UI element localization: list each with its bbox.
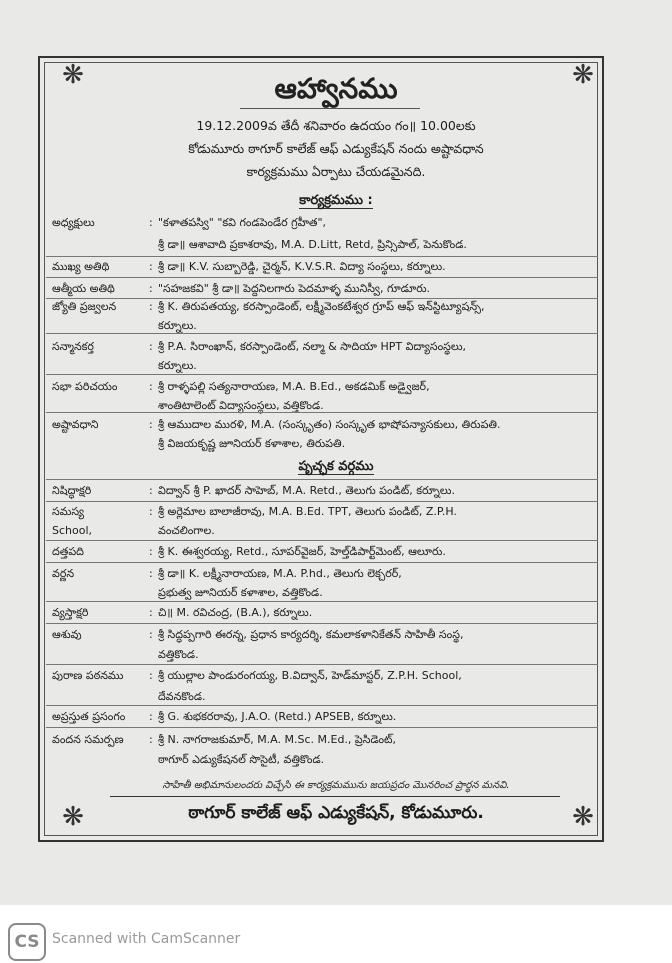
divider <box>46 727 598 728</box>
row-value: శ్రీ ఆముదాల మురళి, M.A. (సంస్కృతం) సంస్కృత భాషోపన్యాసకులు, తిరుపతి. <box>158 418 501 431</box>
intro-line: కార్యక్రమము ఏర్పాటు చేయడమైనది. <box>246 164 426 179</box>
row-label: వందన సమర్పణ <box>52 733 124 746</box>
row-label: జ్యోతి ప్రజ్వలన <box>52 300 117 313</box>
divider <box>46 562 598 563</box>
row-value: శ్రీ యుల్లాల పాండురంగయ్య, B.విద్వాన్, హెడ్‌మాస్టర్, Z.P.H. School, <box>158 669 462 682</box>
scanner-watermark <box>0 905 672 963</box>
invitation-title: ఆహ్వానము <box>274 72 398 105</box>
row-value: శ్రీ అర్లెమాల బాలాజీరావు, M.A. B.Ed. TPT, తెలుగు పండిట్, Z.P.H. <box>158 505 457 518</box>
divider <box>46 501 598 502</box>
row-value: శ్రీ రాళ్ళపల్లి సత్యనారాయణ, M.A. B.Ed., అకడమిక్ అడ్వైజర్, <box>158 380 430 393</box>
row-value: "సహజకవి" శ్రీ డా॥ పెద్దనిలగారు పెదమాళ్ళ మునిస్వీ, గూడూరు. <box>158 282 431 295</box>
row-label: అధ్యక్షులు <box>52 216 95 229</box>
row-label: సన్మానకర్త <box>52 340 94 353</box>
divider <box>46 664 598 665</box>
college-name: ఠాగూర్ కాలేజ్ ఆఫ్ ఎడ్యుకేషన్, కోడుమూరు. <box>188 803 484 823</box>
camscanner-logo-icon: CS <box>8 923 46 961</box>
scanned-with-text: Scanned with CamScanner <box>52 931 241 947</box>
ornament-icon: ❋ <box>572 802 594 832</box>
footer-note: సాహితీ అభిమానులందరు విచ్చేసి ఈ కార్యక్రమమును జయప్రదం మొనరించ ప్రార్థన మనవి. <box>162 780 510 791</box>
ornament-icon: ❋ <box>572 60 594 90</box>
row-value: శ్రీ డా॥ K.V. సుబ్బారెడ్డి, చైర్మన్, K.V.S.R. విద్యా సంస్థలు, కర్నూలు. <box>158 260 446 273</box>
footer-divider <box>110 796 560 797</box>
row-label: సభా పరిచయం <box>52 380 118 393</box>
row-value-cont: దేవనకొండ. <box>158 690 206 703</box>
scanned-paper: ❋ ❋ ❋ ❋ ఆహ్వానము 19.12.2009వ తేదీ శనివారం ఉదయం గం॥ 10.00లకు కోడుమూరు ఠాగూర్ కాలేజ్ ఆఫ్ ఎడ్యుకేషన్ నందు అష్టావధాన కార్యక్రమము ఏర్పాటు చేయడమైనది. కార్యక్రమము : అధ్యక్షులు : "కళాతపస్వి" "కవి గండపెండేర గ్రహీత", శ్రీ డా॥ ఆశావాది ప్రకాశరావు, M.A. D.Litt, Retd, ప్రిన్సిపాల్, పెనుకొండ. ముఖ్య అతిథి : శ్రీ డా॥ K.V. సుబ్బారెడ్డి, చైర్మన్, K.V.S.R. విద్యా సంస్థలు, కర్నూలు. ఆత్మీయ అతిథి : "సహజకవి" శ్రీ డా॥ పెద్దనిలగారు పెదమాళ్ళ మునిస్వీ, గూడూరు. జ్యోతి ప్రజ్వలన : శ్రీ K. తిరుపతయ్య, కరస్పాండెంట్, లక్ష్మీవెంకటేశ్వర గ్రూప్ ఆఫ్ ఇన్‌స్టిట్యూషన్స్, కర్నూలు. సన్మానకర్త : శ్రీ P.A. సిరాంఖాన్, కరస్పాండెంట్, నల్మా & సాదియా HPT విద్యాసంస్థలు, కర్నూలు. సభా పరిచయం : శ్రీ రాళ్ళపల్లి సత్యనారాయణ, M.A. B.Ed., అకడమిక్ అడ్వైజర్, శాంతిటాలెంట్ విద్యాసంస్థలు, వత్తికొండ. అష్టావధాని : శ్రీ ఆముదాల మురళి, M.A. (సంస్కృతం) సంస్కృత భాషోపన్యాసకులు, తిరుపతి. శ్రీ విజయకృష్ణ జూనియర్ కళాశాల, తిరుపతి. పృచ్ఛక వర్గము నిషిద్ధాక్షరి : విద్వాన్ శ్రీ P. ఖాదర్ సాహెబ్, M.A. Retd., తెలుగు పండిట్, కర్నూలు. సమస్య : శ్రీ అర్లెమాల బాలాజీరావు, M.A. B.Ed. TPT, తెలుగు పండిట్, Z.P.H. School, వంచలింగాల. దత్తపది : శ్రీ K. ఈశ్వరయ్య, Retd., సూపర్‌వైజర్, హెల్త్‌డిపార్ట్‌మెంట్, ఆలూరు. వర్ణన : శ్రీ డా॥ K. లక్ష్మీనారాయణ, M.A. P.hd., తెలుగు లెక్చరర్, ప్రభుత్వ జూనియర్ కళాశాల, వత్తికొండ. వ్యస్తాక్షరి : చి॥ M. రవిచంద్ర, (B.A.), కర్నూలు. ఆశువు : శ్రీ సిద్ధప్పగారి ఈరన్న, ప్రధాన కార్యదర్శి, కమలాకళానికేతన్ సాహితీ సంస్థ, వత్తికొండ. పురాణ పఠనము : శ్రీ యుల్లాల పాండురంగయ్య, B.విద్వాన్, హెడ్‌మాస్టర్, Z.P.H. School, దేవనకొండ. అప్రస్తుత ప్రసంగం : శ్రీ G. శుభకరరావు, J.A.O. (Retd.) APSEB, కర్నూలు. వందన సమర్పణ : శ్రీ N. నాగరాజకుమార్, M.A. M.Sc. M.Ed., ప్రెసిడెంట్, ఠాగూర్ ఎడ్యుకేషనల్ సొసైటీ, వత్తికొండ. సాహితీ అభిమానులందరు విచ్చేసి ఈ కార్యక్రమమును జయప్రదం మొనరించ ప్రార్థన మనవి. ఠాగూర్ కాలేజ్ ఆఫ్ ఎడ్యుకేషన్, కోడుమూరు. <box>0 0 672 905</box>
row-value-cont: శ్రీ విజయకృష్ణ జూనియర్ కళాశాల, తిరుపతి. <box>158 437 346 450</box>
divider <box>46 479 598 480</box>
questioners-heading: పృచ్ఛక వర్గము <box>298 459 374 474</box>
ornament-icon: ❋ <box>62 802 84 832</box>
row-value-cont: వంచలింగాల. <box>158 524 215 537</box>
row-label: సమస్య <box>52 505 84 518</box>
programme-heading: కార్యక్రమము : <box>299 193 373 208</box>
row-value: "కళాతపస్వి" "కవి గండపెండేర గ్రహీత", <box>158 216 327 229</box>
row-value-cont: శ్రీ డా॥ ఆశావాది ప్రకాశరావు, M.A. D.Litt, Retd, ప్రిన్సిపాల్, పెనుకొండ. <box>158 238 467 251</box>
row-label: వ్యస్తాక్షరి <box>52 606 89 619</box>
intro-line: కోడుమూరు ఠాగూర్ కాలేజ్ ఆఫ్ ఎడ్యుకేషన్ నందు అష్టావధాన <box>188 141 484 156</box>
row-value-cont: శాంతిటాలెంట్ విద్యాసంస్థలు, వత్తికొండ. <box>158 399 324 412</box>
row-value-cont: ఠాగూర్ ఎడ్యుకేషనల్ సొసైటీ, వత్తికొండ. <box>158 753 325 766</box>
row-label: పురాణ పఠనము <box>52 669 124 682</box>
row-label: ఆశువు <box>52 628 82 641</box>
row-label: వర్ణన <box>52 567 75 580</box>
row-label: నిషిద్ధాక్షరి <box>52 484 92 497</box>
row-value: శ్రీ సిద్ధప్పగారి ఈరన్న, ప్రధాన కార్యదర్శి, కమలాకళానికేతన్ సాహితీ సంస్థ, <box>158 628 464 641</box>
row-value: చి॥ M. రవిచంద్ర, (B.A.), కర్నూలు. <box>158 606 313 619</box>
divider <box>46 705 598 706</box>
row-label: అష్టావధాని <box>52 418 99 431</box>
divider <box>46 540 598 541</box>
divider <box>46 412 598 413</box>
row-label: దత్తపది <box>52 545 84 558</box>
row-label-cont: School, <box>52 524 93 537</box>
divider <box>46 256 598 257</box>
ornament-icon: ❋ <box>62 60 84 90</box>
row-value-cont: ప్రభుత్వ జూనియర్ కళాశాల, వత్తికొండ. <box>158 586 323 599</box>
divider <box>46 623 598 624</box>
row-value: విద్వాన్ శ్రీ P. ఖాదర్ సాహెబ్, M.A. Retd., తెలుగు పండిట్, కర్నూలు. <box>158 484 455 497</box>
row-value: శ్రీ N. నాగరాజకుమార్, M.A. M.Sc. M.Ed., ప్రెసిడెంట్, <box>158 733 397 746</box>
row-label: ముఖ్య అతిథి <box>52 260 110 273</box>
row-value-cont: కర్నూలు. <box>158 359 197 372</box>
row-value-cont: కర్నూలు. <box>158 319 197 332</box>
divider <box>46 374 598 375</box>
row-value: శ్రీ P.A. సిరాంఖాన్, కరస్పాండెంట్, నల్మా & సాదియా HPT విద్యాసంస్థలు, <box>158 340 467 353</box>
row-value-cont: వత్తికొండ. <box>158 648 199 661</box>
row-value: శ్రీ డా॥ K. లక్ష్మీనారాయణ, M.A. P.hd., తెలుగు లెక్చరర్, <box>158 567 402 580</box>
row-label: అప్రస్తుత ప్రసంగం <box>52 710 126 723</box>
divider <box>46 277 598 278</box>
row-value: శ్రీ G. శుభకరరావు, J.A.O. (Retd.) APSEB, కర్నూలు. <box>158 710 397 723</box>
row-label: ఆత్మీయ అతిథి <box>52 282 115 295</box>
intro-line: 19.12.2009వ తేదీ శనివారం ఉదయం గం॥ 10.00లకు <box>196 118 476 133</box>
row-value: శ్రీ K. ఈశ్వరయ్య, Retd., సూపర్‌వైజర్, హెల్త్‌డిపార్ట్‌మెంట్, ఆలూరు. <box>158 545 446 558</box>
divider <box>46 601 598 602</box>
title-underline <box>240 108 420 109</box>
divider <box>46 333 598 334</box>
row-value: శ్రీ K. తిరుపతయ్య, కరస్పాండెంట్, లక్ష్మీవెంకటేశ్వర గ్రూప్ ఆఫ్ ఇన్‌స్టిట్యూషన్స్, <box>158 300 485 313</box>
